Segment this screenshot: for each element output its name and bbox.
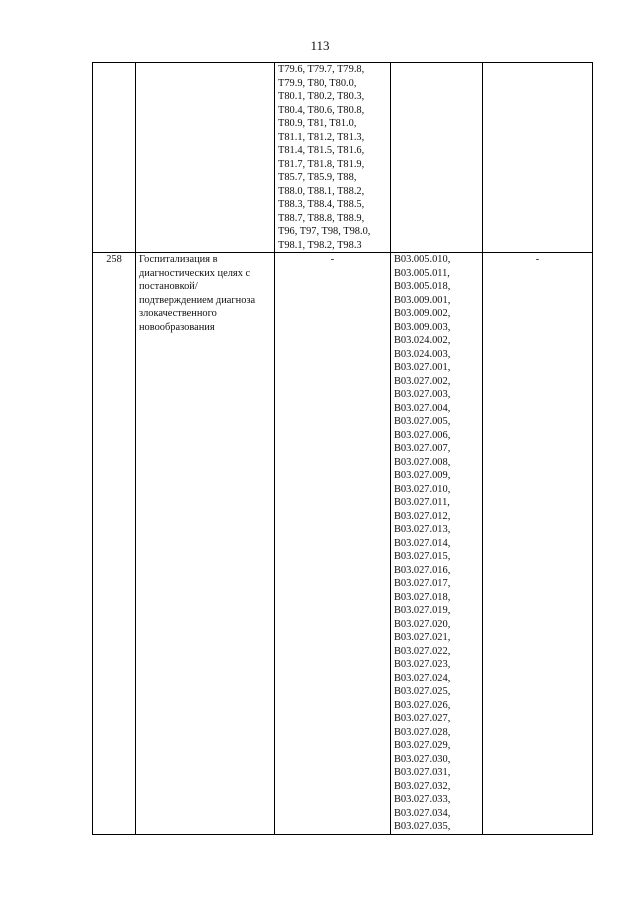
code-line: B03.027.010, bbox=[394, 483, 451, 495]
code-line: новообразования bbox=[139, 321, 215, 333]
code-line: B03.027.031, bbox=[394, 767, 451, 778]
code-line: B03.027.005, bbox=[394, 416, 451, 427]
code-line: B03.005.018, bbox=[394, 281, 451, 292]
page-number: 113 bbox=[310, 38, 330, 53]
code-line: B03.005.010, bbox=[394, 254, 451, 265]
code-line: B03.027.035, bbox=[394, 821, 451, 832]
code-line: B03.009.001, bbox=[394, 294, 451, 306]
code-line: B03.027.029, bbox=[394, 740, 451, 751]
code-line: B03.027.024, bbox=[394, 672, 451, 684]
code-line: T79.9, T80, T80.0, bbox=[278, 77, 357, 89]
code-line: B03.027.030, bbox=[394, 753, 451, 765]
code-line: T81.1, T81.2, T81.3, bbox=[278, 131, 365, 143]
codes-table bbox=[92, 62, 593, 835]
code-line: B03.027.007, bbox=[394, 443, 451, 454]
code-line: B03.027.003, bbox=[394, 389, 451, 400]
code-line: B03.009.003, bbox=[394, 321, 451, 333]
code-line: B03.027.021, bbox=[394, 632, 451, 643]
code-line: злокачественного bbox=[139, 308, 217, 319]
service-codes-cell bbox=[391, 253, 483, 835]
code-line: B03.027.034, bbox=[394, 807, 451, 819]
extra-cell bbox=[483, 63, 593, 253]
code-line: B03.027.011, bbox=[394, 497, 450, 508]
code-line: B03.027.018, bbox=[394, 591, 451, 603]
code-line: B03.027.004, bbox=[394, 402, 451, 414]
row-number-cell bbox=[93, 63, 136, 253]
code-line: постановкой/ bbox=[139, 281, 198, 292]
row-number-cell: 258 bbox=[93, 253, 136, 835]
code-line: B03.027.008, bbox=[394, 456, 451, 468]
code-line: T85.7, T85.9, T88, bbox=[278, 172, 357, 183]
code-line: подтверждением диагноза bbox=[139, 294, 256, 306]
table-row bbox=[93, 253, 593, 835]
diagnosis-codes-cell bbox=[275, 63, 391, 253]
code-line: B03.024.003, bbox=[394, 348, 451, 360]
code-line: B03.027.002, bbox=[394, 375, 451, 387]
code-line: B03.027.001, bbox=[394, 362, 451, 373]
code-line: B03.027.012, bbox=[394, 510, 451, 522]
code-line: T88.0, T88.1, T88.2, bbox=[278, 185, 365, 197]
code-line: B03.027.025, bbox=[394, 686, 451, 697]
code-line: B03.027.013, bbox=[394, 524, 451, 535]
code-line: B03.027.032, bbox=[394, 780, 451, 792]
extra-cell: - bbox=[483, 253, 593, 835]
table-row bbox=[93, 63, 593, 253]
code-line: T88.3, T88.4, T88.5, bbox=[278, 199, 365, 210]
code-line: диагностических целях с bbox=[139, 267, 251, 279]
code-line: B03.027.027, bbox=[394, 713, 451, 724]
service-codes-cell bbox=[391, 63, 483, 253]
code-line: B03.027.033, bbox=[394, 794, 451, 805]
code-line: T81.4, T81.5, T81.6, bbox=[278, 145, 365, 156]
name-cell bbox=[136, 63, 275, 253]
code-line: B03.027.015, bbox=[394, 551, 451, 562]
code-line: B03.027.026, bbox=[394, 699, 451, 711]
code-line: B03.027.014, bbox=[394, 537, 451, 549]
code-line: T80.4, T80.6, T80.8, bbox=[278, 104, 365, 116]
code-line: B03.027.023, bbox=[394, 659, 451, 670]
code-line: B03.027.022, bbox=[394, 645, 451, 657]
diagnosis-codes-cell: - bbox=[275, 253, 391, 835]
code-line: T88.7, T88.8, T88.9, bbox=[278, 212, 365, 224]
code-line: T80.1, T80.2, T80.3, bbox=[278, 91, 365, 102]
code-line: B03.027.019, bbox=[394, 605, 451, 616]
code-line: B03.027.028, bbox=[394, 726, 451, 738]
code-line: B03.005.011, bbox=[394, 267, 450, 279]
code-line: B03.027.006, bbox=[394, 429, 451, 441]
code-line: B03.027.009, bbox=[394, 470, 451, 481]
code-line: B03.027.016, bbox=[394, 564, 451, 576]
code-line: T80.9, T81, T81.0, bbox=[278, 118, 357, 129]
code-line: Госпитализация в bbox=[139, 254, 218, 265]
code-line: T96, T97, T98, T98.0, bbox=[278, 226, 371, 237]
code-line: T98.1, T98.2, T98.3 bbox=[278, 239, 362, 251]
code-line: B03.009.002, bbox=[394, 308, 451, 319]
code-line: T81.7, T81.8, T81.9, bbox=[278, 158, 365, 170]
code-line: B03.027.020, bbox=[394, 618, 451, 630]
name-cell bbox=[136, 253, 275, 835]
code-line: T79.6, T79.7, T79.8, bbox=[278, 64, 365, 75]
code-line: B03.024.002, bbox=[394, 335, 451, 346]
code-line: B03.027.017, bbox=[394, 578, 451, 589]
